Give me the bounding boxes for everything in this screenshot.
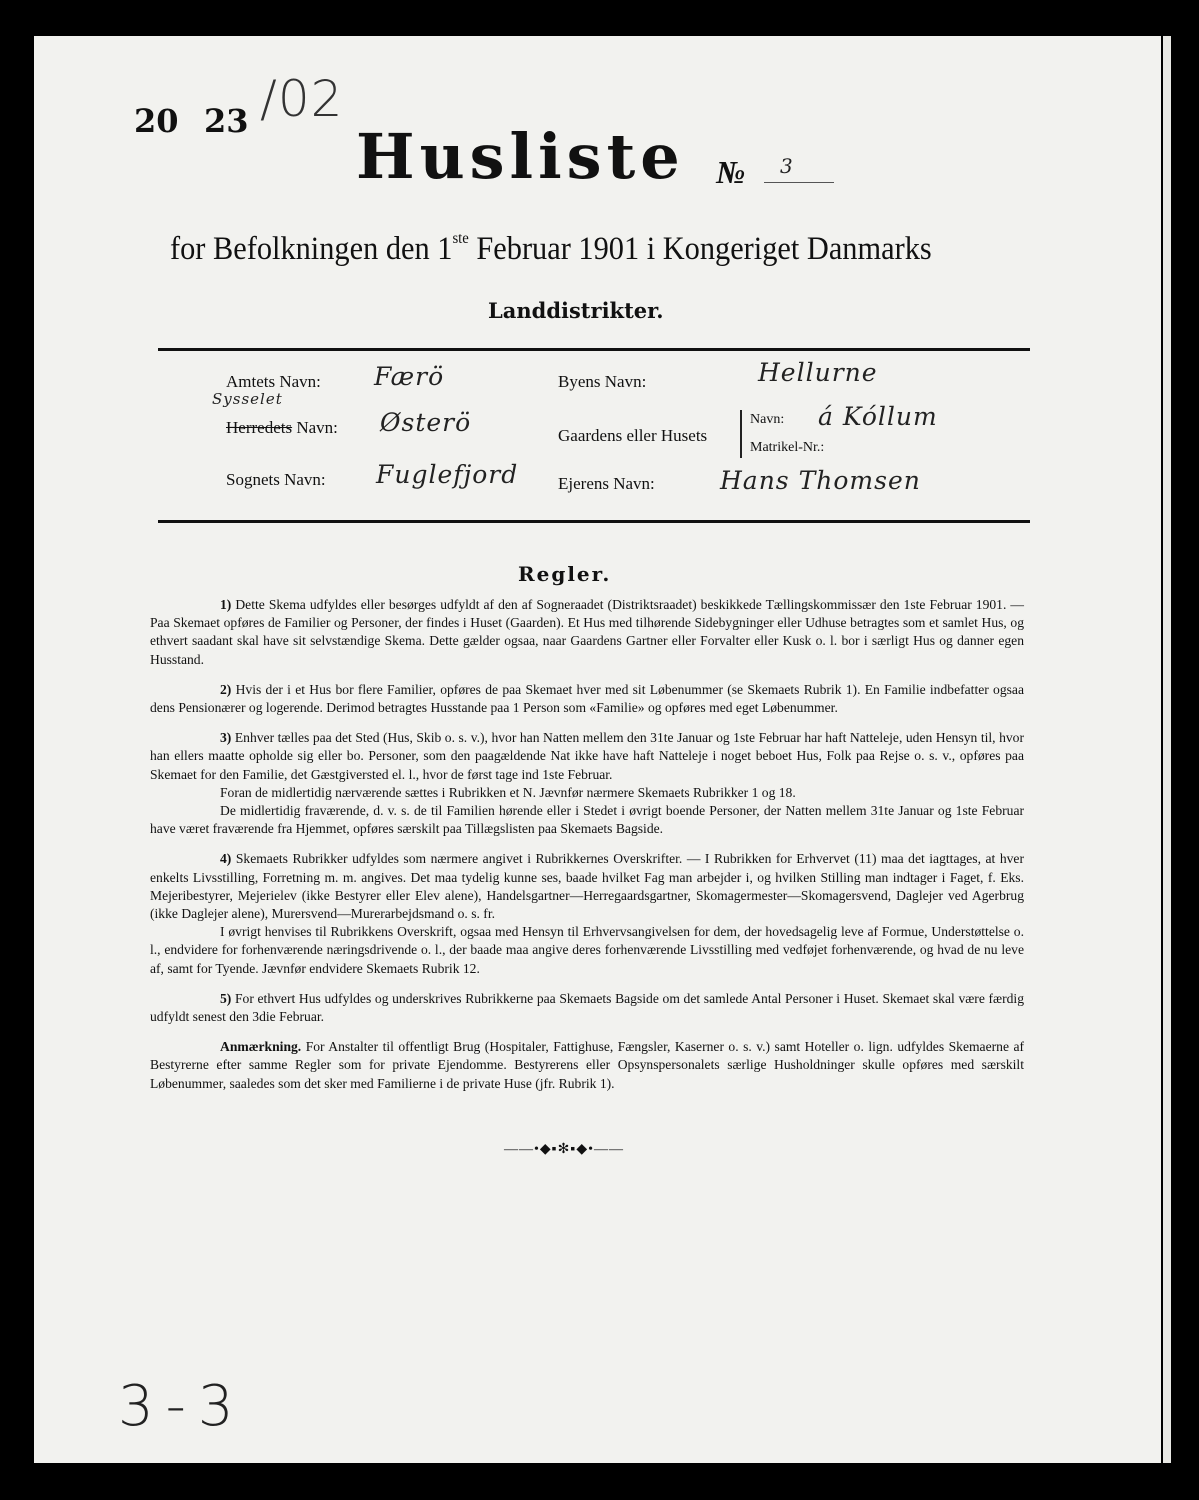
rule-text: De midlertidig fraværende, d. v. s. de til Familien hørende eller i Stedet i øvrigt boende Personer, der Natten mellem 31te Januar og 1ste Februar have været fraværende fra Hjemmet, opføres særskilt paa Tillægslisten paa Skemaets Bagside. bbox=[150, 803, 1024, 837]
rule-3-note-present bbox=[150, 784, 1024, 802]
subtitle-text: for Befolkningen den 1 bbox=[170, 231, 453, 267]
annotation bbox=[150, 1038, 1024, 1093]
rule-3 bbox=[150, 729, 1024, 784]
handwritten-archive-number: /02 bbox=[260, 70, 344, 128]
rule-1 bbox=[150, 596, 1024, 669]
header-rule-top bbox=[158, 348, 1030, 351]
number-underline bbox=[764, 182, 834, 183]
ornament-divider: ——•◆▪✻▪◆•—— bbox=[504, 1142, 624, 1157]
annotation-text: For Anstalter til offentligt Brug (Hospitaler, Fattighuse, Fængsler, Kaserner o. s. v.) samt Hoteller o. lign. udfyldes Skemaerne af Bestyrerne efter samme Regler som for private Ejendomme. Bestyrerens eller Opsynspersonalets særlige Husholdninger skulle opføres med særskilt Løbenummer, saaledes som det sker med Familierne i de private Huse (jfr. Rubrik 1). bbox=[150, 1039, 1025, 1091]
sogn-label: Sognets Navn: bbox=[226, 470, 326, 489]
rule-text: I øvrigt henvises til Rubrikkens Overskrift, ogsaa med Hensyn til Erhvervsangivelsen for dem, der hovedsagelig leve af Formue, Understøttelse o. l., endvidere for forhenværende næringsdrivende o. l., der baade maa angive deres forhenværende Livsstilling med vedføjet forhenværende, og hvad de nu leve af, samt for Tyende. Jævnfør endvidere Skemaets Rubrik 12. bbox=[150, 924, 1024, 976]
header-rule-bottom bbox=[158, 520, 1030, 523]
rule-text: Foran de midlertidig nærværende sættes i Rubrikken et N. Jævnfør nærmere Skemaets Rubrikker 1 og 18. bbox=[220, 784, 796, 800]
herred-value: Østerö bbox=[380, 408, 472, 437]
rule-4 bbox=[150, 850, 1024, 923]
sogn-value: Fuglefjord bbox=[376, 460, 519, 489]
amt-value: Færö bbox=[374, 362, 445, 391]
eier-label: Ejerens Navn: bbox=[558, 474, 655, 493]
archive-number-left: 20 bbox=[134, 102, 179, 140]
gaard-navn-value: á Kóllum bbox=[818, 402, 938, 431]
form-title: Husliste bbox=[356, 120, 685, 193]
rule-text: For ethvert Hus udfyldes og underskrives Rubrikkerne paa Skemaets Bagside om det samlede Antal Personer i Huset. Skemaet skal være færdig udfyldt senest den 3die Februar. bbox=[150, 990, 1024, 1025]
number-mark: № bbox=[716, 154, 746, 190]
herred-label-text: Navn: bbox=[292, 418, 338, 437]
gaard-navn-label: Navn: bbox=[750, 412, 785, 427]
rules-heading: Regler. bbox=[518, 562, 612, 586]
gaard-bracket bbox=[740, 410, 742, 458]
rule-5 bbox=[150, 990, 1024, 1026]
rule-number: 5) bbox=[220, 990, 232, 1006]
rule-number: 4) bbox=[220, 851, 232, 867]
rule-4-note bbox=[150, 923, 1024, 978]
subtitle-text-end: Februar 1901 i Kongeriget Danmarks bbox=[468, 231, 932, 267]
herred-prefix: Sysselet bbox=[212, 390, 283, 408]
annotation-label: Anmærkning. bbox=[220, 1039, 302, 1055]
subtitle-superscript: ste bbox=[452, 230, 469, 247]
rule-text: Dette Skema udfyldes eller besørges udfyldt af den af Sogneraadet (Distriktsraadet) beskikkede Tællingskommissær den 1ste Februar 1901. — Paa Skemaet opføres de Familier og Personer, der findes i Huset (Gaarden). Et Hus med tilhørende Sidebygninger eller Udhuse betragtes som et samlet Hus, og ethvert saadant skal have sit selvstændige Skema. Dette gælder ogsaa, naar Gaardens Gartner eller Forvalter eller Kusk o. l. bor i særligt Hus og danner egen Husstand. bbox=[150, 597, 1024, 667]
amt-label: Amtets Navn: bbox=[226, 372, 321, 391]
rule-3-note-absent bbox=[150, 802, 1024, 838]
rule-number: 3) bbox=[220, 730, 232, 746]
by-label: Byens Navn: bbox=[558, 372, 647, 391]
eier-value: Hans Thomsen bbox=[720, 466, 921, 495]
list-number: 3 bbox=[780, 154, 794, 178]
district-type: Landdistrikter. bbox=[488, 298, 664, 323]
rule-text: Skemaets Rubrikker udfyldes som nærmere angivet i Rubrikkernes Overskrifter. — I Rubrikken for Erhvervet (11) maa det iagttages, at hver enkelts Livsstilling, Forretning m. m. angives. Det maa tydelig kunne ses, baade hvilket Fag man arbejder i, og hvilken Stilling man indtager i Faget, f. Eks. Mejeribestyrer, Mejerielev (ikke Bestyrer eller Elev alene), Handelsgartner—Herregaardsgartner, Skomagermester—Skomagersvend, Daglejer ved Agerbrug (ikke Daglejer alene), Murersvend—Murerarbejdsmand o. s. fr. bbox=[150, 851, 1024, 922]
gaard-label: Gaardens eller Husets bbox=[558, 426, 708, 445]
rule-2 bbox=[150, 681, 1024, 717]
herred-struck: Herredets bbox=[226, 418, 293, 437]
rule-number: 1) bbox=[220, 597, 232, 612]
by-value: Hellurne bbox=[758, 358, 878, 387]
matrikel-label: Matrikel-Nr.: bbox=[750, 440, 825, 455]
rule-text: Hvis der i et Hus bor flere Familier, opføres de paa Skemaet hver med sit Løbenummer (se Skemaets Rubrik 1). En Familie indbefatter ogsaa dens Pensionærer og logerende. Derimod betragtes Husstande paa 1 Person som «Familie» og opføres med eget Løbenummer. bbox=[150, 681, 1025, 716]
rule-text: Enhver tælles paa det Sted (Hus, Skib o. s. v.), hvor han Natten mellem den 31te Januar og 1ste Februar har haft Natteleje, uden Hensyn til, hvor han ellers maatte opholde sig eller bo. Personer, som den paagældende Nat ikke have haft Natteleje i noget beboet Hus, Folk paa Rejse o. s. v., opføres paa Skemaet for den Familie, det Gæstgiversted el. l., hvor de først tage ind 1ste Februar. bbox=[150, 730, 1024, 782]
rule-number: 2) bbox=[220, 681, 232, 697]
rules-list bbox=[150, 596, 1024, 1105]
census-form-sheet bbox=[34, 36, 1161, 1463]
archive-number-middle: 23 bbox=[204, 102, 249, 140]
herred-label bbox=[226, 418, 338, 438]
bottom-handwritten-mark: 3-3 bbox=[118, 1374, 246, 1439]
form-subtitle bbox=[170, 230, 932, 268]
page-edge bbox=[1163, 36, 1171, 1463]
